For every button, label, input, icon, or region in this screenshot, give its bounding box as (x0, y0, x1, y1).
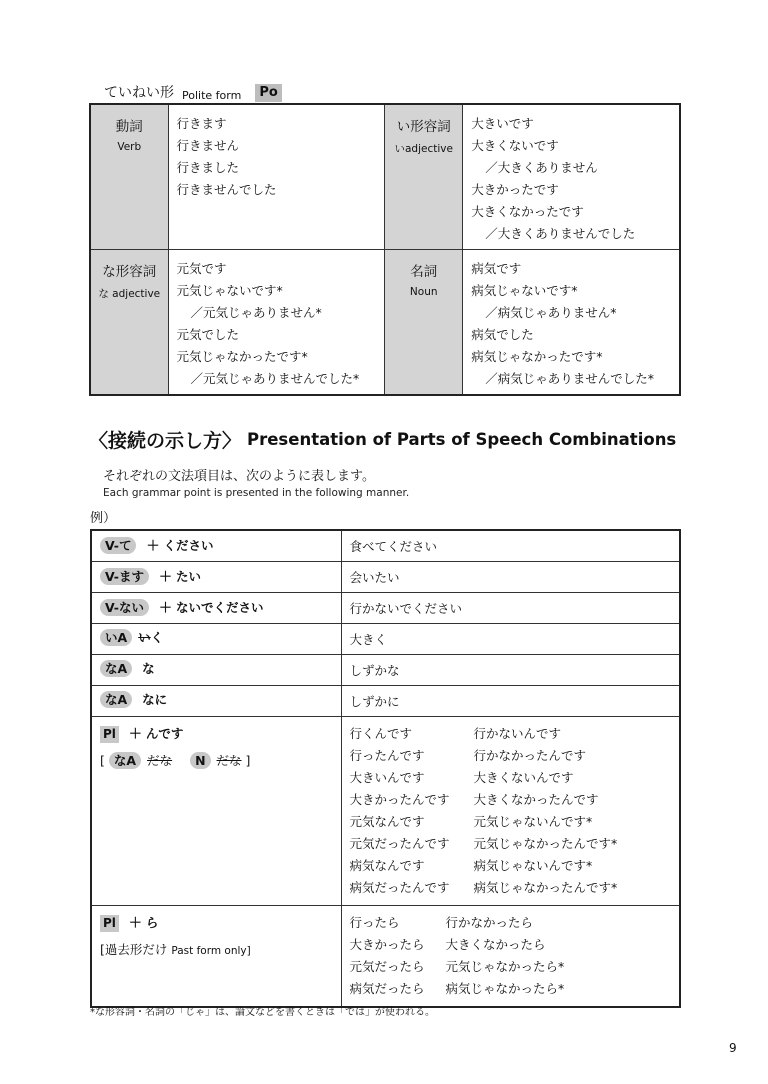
combo-pattern (91, 530, 341, 562)
i-adjective-forms-cell (463, 104, 680, 250)
example-item: 元気だったんです (349, 836, 450, 851)
plus-sign: ＋ (158, 601, 172, 616)
example-item: 大きいんです (349, 770, 425, 785)
bracket-open: [ (100, 753, 105, 768)
i-adjective-badge: いA (100, 629, 132, 646)
dropped-suffix: だな (216, 753, 242, 768)
conjugation-form: 病気です (471, 261, 522, 276)
verb-forms-cell (168, 104, 385, 250)
cell-label-en: な adjective (98, 288, 161, 300)
example-item: 病気じゃないんです* (473, 858, 593, 873)
example-item: 行かなかったら (445, 915, 534, 930)
section-title-en: Presentation of Parts of Speech Combinations (247, 430, 677, 449)
verb-nai-badge: V-ない (100, 599, 149, 616)
combo-row-na-adj (91, 655, 680, 686)
polite-form-heading (104, 82, 282, 102)
na-adjective-badge: なA (109, 752, 141, 769)
dropped-suffix: だな (147, 753, 173, 768)
combinations-table (90, 529, 681, 1008)
combo-example: 会いたい (341, 562, 680, 593)
combo-example: 大きく (341, 624, 680, 655)
combo-pattern (91, 562, 341, 593)
example-item: 行ったら (349, 915, 400, 930)
combo-row-v-te (91, 530, 680, 562)
na-adjective-label-cell (90, 250, 168, 396)
conjugation-form: 大きかったです (471, 182, 559, 197)
combo-suffix: んです (145, 726, 184, 741)
conjugation-form: 元気でした (176, 327, 240, 342)
conjugation-form: 大きくないです (471, 138, 559, 153)
example-item: 病気だったんです (349, 880, 450, 895)
example-item: 大きかったら (349, 937, 425, 952)
noun-forms-cell (463, 250, 680, 396)
example-item: 行ったんです (349, 748, 425, 763)
polite-form-row (90, 250, 680, 396)
conjugation-form: ／大きくありませんでした (485, 226, 636, 241)
past-form-note-en: Past form only] (171, 945, 251, 957)
cell-label-en: Noun (409, 286, 438, 298)
polite-form-table (89, 103, 681, 396)
footnote: *な形容詞・名詞の「じゃ」は、論文などを書くときは「では」が使われる。 (90, 1007, 435, 1018)
example-item: 元気なんです (349, 814, 425, 829)
page-number: 9 (729, 1041, 737, 1055)
example-item: 元気じゃないんです* (473, 814, 593, 829)
combo-example: しずかな (341, 655, 680, 686)
na-adjective-forms-cell (168, 250, 385, 396)
intro-text-en: Each grammar point is presented in the following manner. (103, 487, 410, 499)
cell-label-jp: い形容詞 (396, 119, 451, 135)
combo-suffix: ください (163, 538, 214, 553)
example-item: 元気だったら (349, 959, 425, 974)
combo-pattern (91, 686, 341, 717)
example-item: 病気じゃなかったら* (445, 981, 565, 996)
na-adjective-badge: なA (100, 660, 132, 677)
bracket-close: ] (245, 753, 251, 768)
plain-form-badge: Pl (100, 915, 119, 932)
example-item: 大きくなかったら (445, 937, 546, 952)
polite-form-badge: Po (255, 84, 281, 102)
conjugation-form: 病気じゃないです* (471, 283, 578, 298)
example-item: 大きくないんです (473, 770, 574, 785)
cell-label-en: Verb (117, 141, 142, 153)
conjugation-form: 大きくなかったです (471, 204, 584, 219)
past-form-note-jp: [過去形だけ (100, 942, 168, 957)
example-item: 病気じゃなかったんです* (473, 880, 618, 895)
dropped-suffix: い (138, 630, 151, 645)
combo-example: しずかに (341, 686, 680, 717)
verb-masu-badge: V-ます (100, 568, 149, 585)
section-title-jp: 〈接続の示し方〉 (89, 430, 242, 452)
cell-label-jp: な形容詞 (102, 264, 157, 280)
noun-label-cell (385, 250, 463, 396)
combo-suffix: たい (175, 569, 201, 584)
section-title (89, 426, 684, 453)
plus-sign: ＋ (128, 727, 142, 742)
combo-suffix: なに (142, 692, 168, 707)
example-item: 元気じゃなかったら* (445, 959, 565, 974)
polite-form-row (90, 104, 680, 250)
conjugation-form: 行きました (176, 160, 240, 175)
cell-label-jp: 動詞 (115, 119, 143, 135)
combo-row-na-adj-ni (91, 686, 680, 717)
conjugation-form: ／病気じゃありませんでした* (485, 371, 654, 386)
combo-example: 食べてください (341, 530, 680, 562)
example-item: 病気なんです (349, 858, 425, 873)
combo-row-i-adj (91, 624, 680, 655)
conjugation-form: 行きませんでした (176, 182, 277, 197)
combo-row-v-nai (91, 593, 680, 624)
example-item: 行かなかったんです (473, 748, 587, 763)
verb-te-badge: V-て (100, 537, 136, 554)
plain-form-badge: Pl (100, 726, 119, 743)
combo-row-pl-ra (91, 906, 680, 1008)
i-adjective-label-cell (385, 104, 463, 250)
example-item: 大きくなかったんです (473, 792, 599, 807)
cell-label-en: いadjective (394, 143, 453, 155)
conjugation-form: 元気じゃなかったです* (176, 349, 308, 364)
verb-label-cell (90, 104, 168, 250)
combo-example: 行かないでください (341, 593, 680, 624)
combo-pattern (91, 717, 341, 906)
na-adjective-badge: なA (100, 691, 132, 708)
combo-example-list (341, 717, 680, 906)
combo-suffix: な (142, 661, 155, 676)
plus-sign: ＋ (158, 570, 172, 585)
noun-badge: N (190, 752, 210, 769)
conjugation-form: 大きいです (471, 116, 534, 131)
conjugation-form: 病気でした (471, 327, 534, 342)
conjugation-form: 行きます (176, 116, 227, 131)
example-item: 大きかったんです (349, 792, 450, 807)
conjugation-form: 元気じゃないです* (176, 283, 283, 298)
conjugation-form: 元気です (176, 261, 227, 276)
conjugation-form: ／病気じゃありません* (485, 305, 617, 320)
plus-sign: ＋ (128, 916, 142, 931)
example-item: 元気じゃなかったんです* (473, 836, 618, 851)
cell-label-jp: 名詞 (410, 264, 438, 280)
combo-pattern (91, 655, 341, 686)
example-item: 行かないんです (473, 726, 562, 741)
example-grid (350, 723, 672, 899)
combo-example-list (341, 906, 680, 1008)
conjugation-form: 行きません (176, 138, 240, 153)
plus-sign: ＋ (146, 539, 160, 554)
conjugation-form: 病気じゃなかったです* (471, 349, 603, 364)
combo-suffix: く (150, 630, 164, 645)
conjugation-form: ／元気じゃありませんでした* (190, 371, 360, 386)
example-label: 例） (90, 511, 117, 526)
conjugation-form: ／大きくありません (485, 160, 598, 175)
intro-text-jp: それぞれの文法項目は、次のように表します。 (103, 469, 375, 484)
example-grid (350, 912, 672, 1000)
combo-suffix: ら (145, 915, 159, 930)
combo-suffix: ないでください (175, 600, 264, 615)
combo-pattern (91, 624, 341, 655)
combo-pattern (91, 906, 341, 1008)
polite-form-title-en: Polite form (182, 89, 242, 102)
example-item: 行くんです (349, 726, 413, 741)
combo-row-pl-n-desu (91, 717, 680, 906)
example-item: 病気だったら (349, 981, 425, 996)
combo-note (100, 751, 333, 769)
combo-pattern (91, 593, 341, 624)
combo-note (100, 940, 333, 958)
combo-row-v-masu (91, 562, 680, 593)
conjugation-form: ／元気じゃありません* (190, 305, 322, 320)
polite-form-title-jp: ていねい形 (104, 85, 174, 101)
